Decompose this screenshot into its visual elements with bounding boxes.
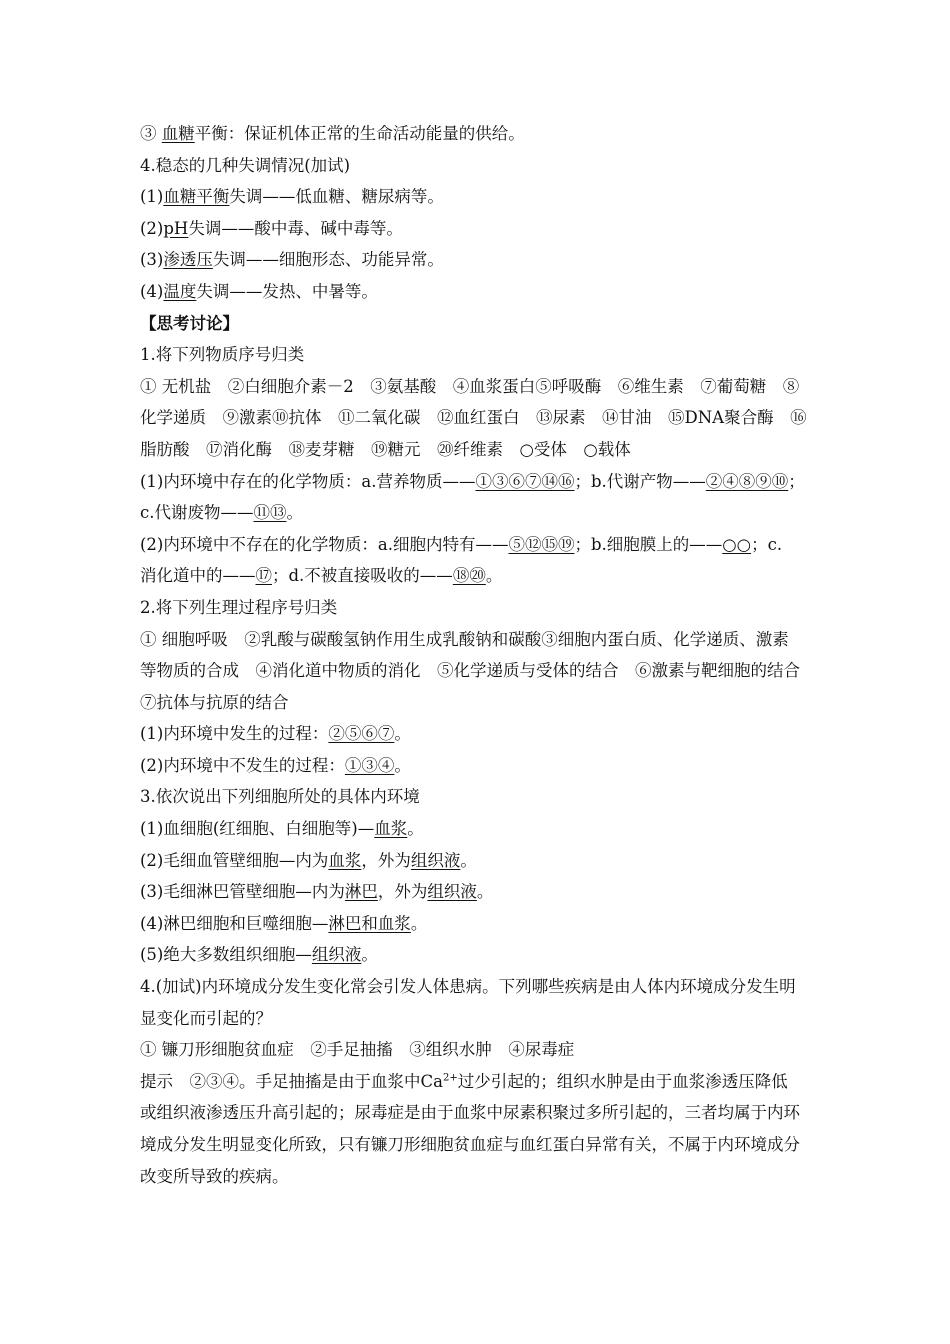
- answer-underlined: 组织液: [410, 850, 461, 870]
- text-segment: ，外为: [377, 882, 428, 902]
- text-segment: 。: [286, 503, 303, 523]
- text-segment: 化学递质 ⑨激素⑩抗体 ⑪二氧化碳 ⑫血红蛋白 ⑬尿素 ⑭甘油 ⑮DNA聚合酶 ⑯: [140, 408, 807, 428]
- text-line: [140, 1003, 820, 1035]
- text-line: [140, 971, 820, 1003]
- answer-underlined: ①③④: [344, 755, 395, 775]
- answer-underlined: pH: [163, 218, 189, 238]
- text-segment: 。: [394, 724, 411, 744]
- text-segment: 改变所导致的疾病。: [140, 1166, 289, 1186]
- text-segment: 过少引起的；组织水肿是由于血浆渗透压降低: [457, 1071, 788, 1091]
- text-line: [140, 1097, 820, 1129]
- section-heading: 【思考讨论】: [140, 313, 239, 333]
- text-line: [140, 466, 820, 498]
- text-segment: (1): [140, 187, 164, 207]
- text-segment: ；d.不被直接吸收的——: [272, 566, 453, 586]
- text-segment: (1)内环境中发生的过程：: [140, 724, 329, 744]
- text-segment: ① 无机盐 ②白细胞介素－2 ③氨基酸 ④血浆蛋白⑤呼吸酶 ⑥维生素 ⑦葡萄糖 ⑧: [140, 376, 800, 396]
- text-segment: (2)内环境中不存在的化学物质：a.细胞内特有——: [140, 534, 509, 554]
- text-line: [140, 213, 820, 245]
- text-segment: (5)绝大多数组织细胞—: [140, 945, 312, 965]
- answer-underlined: 血浆: [374, 819, 408, 839]
- answer-underlined: 渗透压: [163, 250, 213, 270]
- text-line: [140, 624, 820, 656]
- text-segment: 显变化而引起的？: [140, 1008, 272, 1028]
- text-segment: ；b.细胞膜上的——: [574, 534, 723, 554]
- text-line: [140, 434, 820, 466]
- text-line: [140, 813, 820, 845]
- text-line: [140, 244, 820, 276]
- text-line: [140, 181, 820, 213]
- answer-underlined: 血浆: [328, 850, 362, 870]
- text-segment: 。: [476, 882, 494, 902]
- superscript: 2+: [442, 1072, 458, 1084]
- text-segment: ① 细胞呼吸 ②乳酸与碳酸氢钠作用生成乳酸钠和碳酸③细胞内蛋白质、化学递质、激素: [140, 629, 789, 649]
- text-segment: 。: [394, 755, 411, 775]
- answer-underlined: ②⑤⑥⑦: [328, 724, 395, 744]
- text-segment: (4)淋巴细胞和巨噬细胞—: [140, 913, 329, 933]
- answer-underlined: 淋巴和血浆: [328, 913, 411, 933]
- text-line: [140, 781, 820, 813]
- answer-underlined: ⑰: [255, 566, 272, 586]
- answer-underlined: ○○: [722, 534, 752, 554]
- text-segment: (3)毛细淋巴管壁细胞—内为: [140, 882, 345, 902]
- text-segment: ，外为: [361, 850, 411, 870]
- text-line: [140, 497, 820, 529]
- text-segment: 平衡：保证机体正常的生命活动能量的供给。: [194, 124, 525, 143]
- text-segment: 2.将下列生理过程序号归类: [140, 597, 338, 617]
- text-segment: ③: [140, 124, 162, 143]
- text-line: [140, 402, 820, 434]
- text-line: [140, 118, 820, 150]
- text-segment: 。: [361, 945, 378, 965]
- text-segment: 消化道中的——: [140, 566, 256, 586]
- text-segment: 。: [407, 819, 424, 839]
- text-line: [140, 718, 820, 750]
- text-segment: ；c.: [751, 534, 783, 554]
- text-segment: ⑦抗体与抗原的结合: [140, 692, 289, 712]
- text-line: [140, 750, 820, 782]
- text-segment: 或组织液渗透压升高引起的；尿毒症是由于血浆中尿素积聚过多所引起的，三者均属于内环: [140, 1103, 800, 1123]
- text-segment: 等物质的合成 ④消化道中物质的消化 ⑤化学递质与受体的结合 ⑥激素与靶细胞的结合: [140, 661, 800, 681]
- answer-underlined: 组织液: [427, 882, 477, 902]
- text-segment: 3.依次说出下列细胞所处的具体内环境: [140, 787, 420, 807]
- text-segment: 1.将下列物质序号归类: [140, 345, 305, 365]
- text-line: [140, 1129, 820, 1161]
- text-line: [140, 687, 820, 719]
- text-line: [140, 276, 820, 308]
- text-segment: 失调——酸中毒、碱中毒等。: [188, 218, 403, 238]
- text-segment: (2)毛细血管壁细胞—内为: [140, 850, 329, 870]
- text-line: [140, 1034, 820, 1066]
- text-segment: (3): [140, 250, 164, 270]
- text-segment: 。: [460, 850, 477, 870]
- text-line: [140, 308, 820, 340]
- text-segment: 失调——发热、中暑等。: [196, 281, 378, 301]
- text-segment: (2)内环境中不发生的过程：: [140, 755, 345, 775]
- text-line: [140, 371, 820, 403]
- text-line: [140, 529, 820, 561]
- answer-underlined: 血糖平衡: [163, 187, 230, 207]
- text-line: [140, 592, 820, 624]
- text-segment: 。: [485, 566, 503, 586]
- answer-underlined: ⑪⑬: [253, 503, 287, 523]
- text-line: [140, 908, 820, 940]
- text-segment: ；b.代谢产物——: [574, 471, 706, 491]
- answer-underlined: ⑱⑳: [452, 566, 486, 586]
- text-segment: 失调——低血糖、糖尿病等。: [229, 187, 444, 207]
- text-line: [140, 150, 820, 182]
- text-line: [140, 1161, 820, 1193]
- text-segment: (1)内环境中存在的化学物质：a.营养物质——: [140, 471, 476, 491]
- answer-underlined: 温度: [163, 281, 197, 301]
- text-line: [140, 876, 820, 908]
- text-line: [140, 1066, 820, 1098]
- answer-underlined: 血糖: [161, 124, 195, 143]
- text-line: [140, 655, 820, 687]
- text-segment: 境成分发生明显变化所致，只有镰刀形细胞贫血症与血红蛋白异常有关，不属于内环境成分: [140, 1135, 800, 1154]
- text-segment: 提示 ②③④。手足抽搐是由于血浆中Ca: [140, 1071, 443, 1091]
- text-segment: (4): [140, 281, 164, 301]
- text-segment: 4.稳态的几种失调情况(加试): [140, 155, 351, 175]
- answer-underlined: 淋巴: [344, 882, 378, 902]
- text-segment: 4.(加试)内环境成分发生变化常会引发人体患病。下列哪些疾病是由人体内环境成分发生明: [140, 977, 796, 997]
- text-segment: ；: [788, 471, 805, 491]
- text-segment: (1)血细胞(红细胞、白细胞等)—: [140, 819, 375, 839]
- answer-underlined: ①③⑥⑦⑭⑯: [475, 471, 575, 491]
- answer-underlined: ②④⑧⑨⑩: [705, 471, 789, 491]
- text-line: [140, 845, 820, 877]
- answer-underlined: ⑤⑫⑮⑲: [508, 534, 575, 554]
- answer-underlined: 组织液: [311, 945, 362, 965]
- text-line: [140, 339, 820, 371]
- text-segment: 。: [410, 913, 428, 933]
- document-body: [140, 118, 820, 1192]
- text-segment: 脂肪酸 ⑰消化酶 ⑱麦芽糖 ⑲糖元 ⑳纤维素 ○受体 ○载体: [140, 439, 631, 459]
- text-segment: (2): [140, 218, 164, 238]
- text-line: [140, 560, 820, 592]
- text-segment: 失调——细胞形态、功能异常。: [212, 250, 444, 270]
- text-segment: ① 镰刀形细胞贫血症 ②手足抽搐 ③组织水肿 ④尿毒症: [140, 1040, 575, 1060]
- text-segment: c.代谢废物——: [140, 503, 254, 523]
- text-line: [140, 939, 820, 971]
